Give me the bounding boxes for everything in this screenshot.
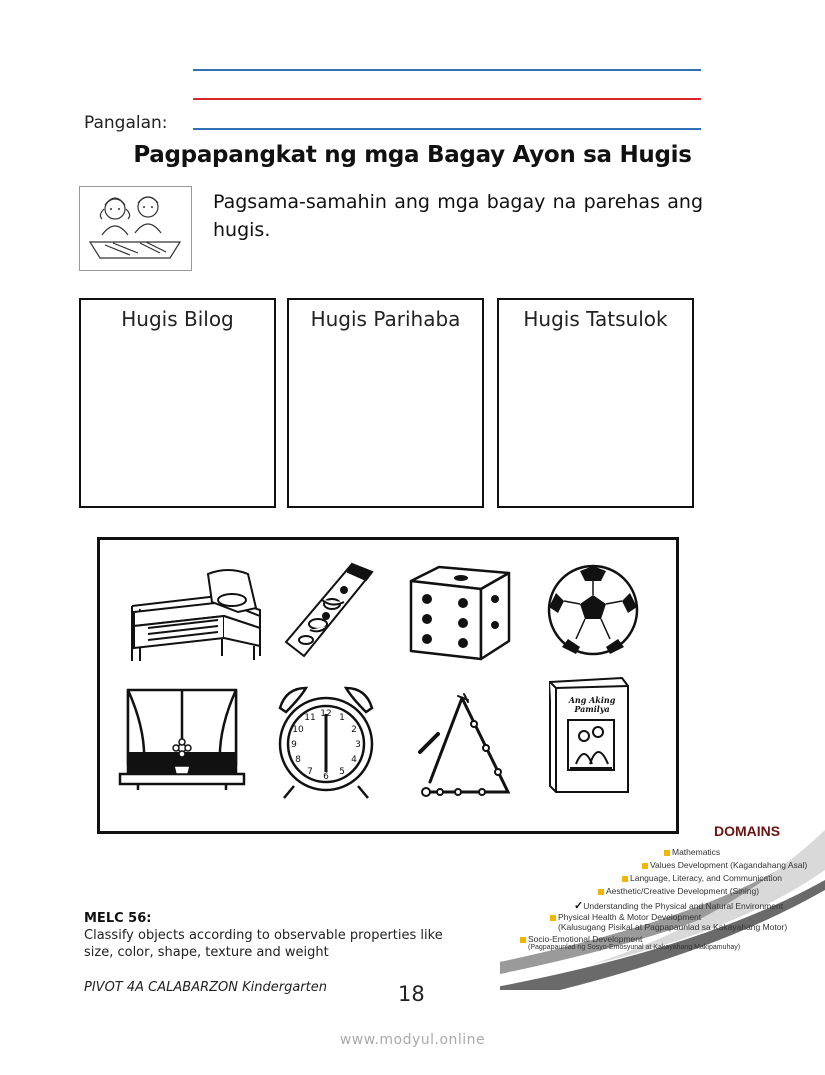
kids-reading-illustration xyxy=(79,186,192,271)
watermark: www.modyul.online xyxy=(339,1032,486,1048)
sort-box-rectangle[interactable] xyxy=(287,298,484,508)
sort-box-label: Hugis Tatsulok xyxy=(523,307,668,331)
clock-number: 7 xyxy=(307,767,313,777)
melc-title: MELC 56: xyxy=(84,911,152,926)
bullet-icon xyxy=(664,850,670,856)
check-icon: ✓ xyxy=(574,900,584,912)
bed-picture[interactable] xyxy=(128,566,266,664)
sort-box-triangle[interactable] xyxy=(497,298,694,508)
sort-box-label: Hugis Parihaba xyxy=(310,307,461,331)
domain-item: Physical Health & Motor Development xyxy=(550,912,701,922)
bullet-icon xyxy=(642,863,648,869)
domains-title: DOMAINS xyxy=(714,823,781,839)
domain-item: Mathematics xyxy=(664,847,720,857)
bullet-icon xyxy=(520,937,526,943)
window-picture[interactable] xyxy=(118,686,246,794)
top-blue-line xyxy=(193,69,701,71)
clock-number: 1 xyxy=(339,713,345,723)
red-line xyxy=(193,98,701,100)
page-title: Pagpapangkat ng mga Bagay Ayon sa Hugis xyxy=(133,142,692,168)
bullet-icon xyxy=(598,889,604,895)
footer-text: PIVOT 4A CALABARZON Kindergarten xyxy=(84,980,327,995)
sort-box-label: Hugis Bilog xyxy=(121,307,234,331)
name-label: Pangalan: xyxy=(84,113,168,133)
domain-item: Aesthetic/Creative Development (Sining) xyxy=(598,886,759,896)
clock-number: 3 xyxy=(355,740,361,750)
bullet-icon xyxy=(622,876,628,882)
pizza-slice-picture[interactable] xyxy=(282,560,377,660)
clock-number: 5 xyxy=(339,767,345,777)
domain-item: Socio-Emotional Development xyxy=(520,934,642,944)
domain-item: Language, Literacy, and Communication xyxy=(622,873,782,883)
clock-number: 9 xyxy=(291,740,297,750)
name-blue-line[interactable] xyxy=(193,128,701,130)
page-number: 18 xyxy=(398,982,425,1006)
instruction-text: Pagsama-samahin ang mga bagay na parehas ang hugis. xyxy=(213,191,703,241)
book-title: Ang Aking Pamilya xyxy=(568,695,616,714)
clock-number: 2 xyxy=(351,725,357,735)
clock-number: 4 xyxy=(351,755,357,765)
domain-item: Values Development (Kagandahang Asal) xyxy=(642,860,807,870)
clock-number: 11 xyxy=(304,713,316,723)
alarm-clock-picture[interactable] xyxy=(270,680,382,800)
domain-item-sub: (Pagpapaunlad ng Sosyo-Emosyunal at Kakayahang Makipamuhay) xyxy=(528,944,741,951)
domain-item-sub: (Kalusugang Pisikal at Pagpapaunlad sa Kakayahang Motor) xyxy=(558,922,788,932)
melc-text: Classify objects according to observable properties like size, color, shape, texture and weight xyxy=(84,928,443,960)
clock-number: 10 xyxy=(292,725,304,735)
domain-item-checked: ✓Understanding the Physical and Natural Environment xyxy=(574,900,784,912)
sort-box-circle[interactable] xyxy=(79,298,276,508)
soccer-ball-picture[interactable] xyxy=(546,563,640,657)
clock-number: 6 xyxy=(323,772,329,782)
bullet-icon xyxy=(550,915,556,921)
clock-number: 8 xyxy=(295,755,301,765)
clock-number: 12 xyxy=(320,709,332,719)
dice-picture[interactable] xyxy=(405,563,515,663)
